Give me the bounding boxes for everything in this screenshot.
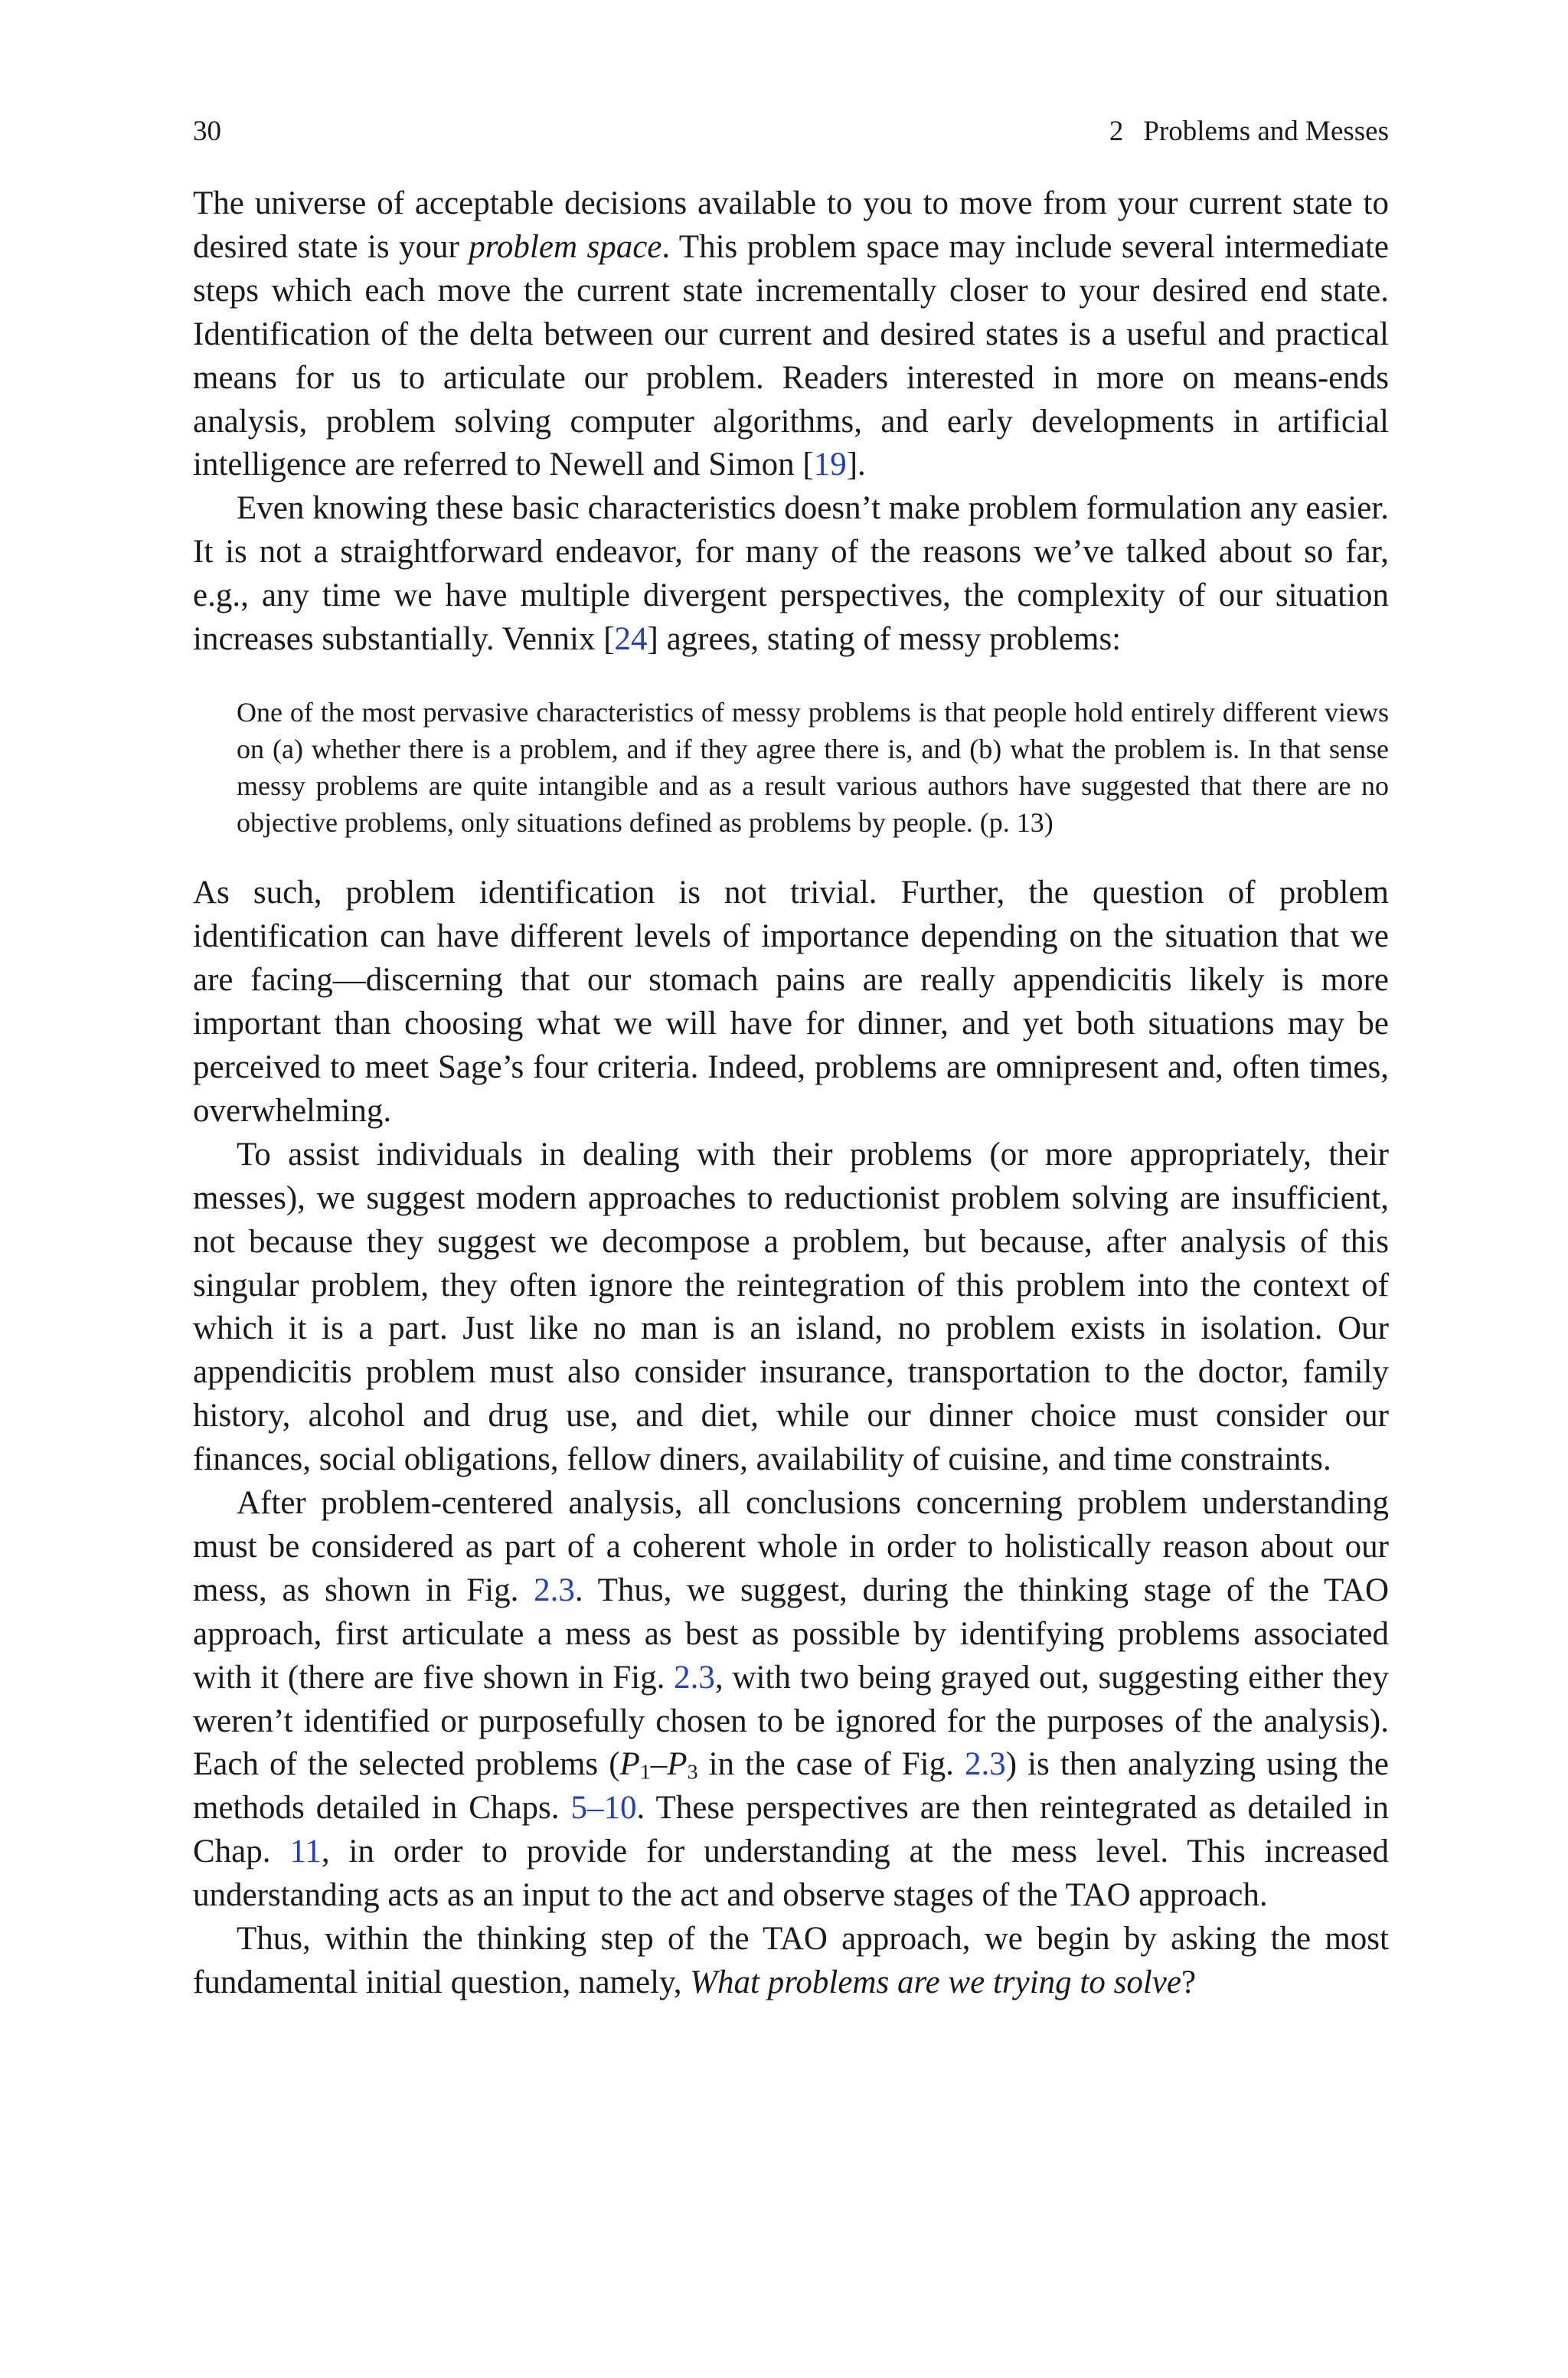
- text-span: . Thus, we suggest, during the thinking stage of the TAO approach, first articulate a mess as best as possible by identifying problems associated with it (there are five shown in Fig.: [193, 1572, 1389, 1696]
- key-question: What problems are we trying to solve: [690, 1964, 1181, 2000]
- citation-link-24[interactable]: 24: [614, 621, 648, 658]
- text-span: , in order to provide for understanding at the mess level. This increased understanding acts as an input to the act and observe stages of the TAO approach.: [193, 1833, 1389, 1914]
- math-subscript: 1: [639, 1761, 651, 1785]
- math-variable: P: [619, 1746, 640, 1783]
- paragraph-5: [193, 1482, 1389, 1918]
- text-span: . This problem space may include several intermediate steps which each move the current state incrementally closer to your desired end state. Identification of the delta between our current and desired states is a useful and practical means for us to articulate our problem. Readers interested in more on means-ends analysis, problem solving computer algorithms, and early developments in artificial intelligence are referred to Newell and Simon [: [193, 228, 1389, 483]
- text-span: Even knowing these basic characteristics doesn’t make problem formulation any easier. It is not a straightforward endeavor, for many of the reasons we’ve talked about so far, e.g., any time we have multiple divergent perspectives, the complexity of our situation increases substantially. Vennix [: [193, 490, 1389, 658]
- paragraph-4: To assist individuals in dealing with their problems (or more appropriately, their messes), we suggest modern approaches to reductionist problem solving are insufficient, not because they suggest we decompose a problem, but because, after analysis of this singular problem, they often ignore the reintegration of this problem into the context of which it is a part. Just like no man is an island, no problem exists in isolation. Our appendicitis problem must also consider insurance, transportation to the doctor, family history, alcohol and drug use, and diet, while our dinner choice must consider our finances, social obligations, fellow diners, availability of cuisine, and time constraints.: [193, 1136, 1389, 1478]
- paragraph-6: [193, 1918, 1389, 2005]
- running-head: [193, 115, 1389, 149]
- book-page: [193, 115, 1389, 2005]
- text-span: The universe of acceptable decisions available to you to move from your current state to desired state is your: [193, 185, 1389, 265]
- text-span: . These perspectives are then reintegrated as detailed in Chap.: [193, 1790, 1389, 1870]
- page-number: 30: [193, 116, 221, 147]
- chapter-title: Problems and Messes: [1143, 116, 1389, 147]
- text-span: Thus, within the thinking step of the TAO approach, we begin by asking the most fundamental initial question, namely,: [193, 1921, 1389, 2000]
- figure-link-2-3[interactable]: 2.3: [674, 1659, 715, 1696]
- block-quote: [237, 694, 1389, 841]
- text-span: in the case of Fig.: [697, 1746, 965, 1783]
- text-span: –: [650, 1746, 668, 1783]
- math-subscript: 3: [687, 1761, 698, 1785]
- chapter-number: 2: [1109, 116, 1124, 147]
- paragraph-2: [193, 487, 1389, 662]
- text-span: ].: [846, 446, 866, 483]
- text-span: ?: [1181, 1964, 1197, 2000]
- paragraph-3: As such, problem identification is not trivial. Further, the question of problem identification can have different levels of importance depending on the situation that we are facing—discerning that our stomach pains are really appendicitis likely is more important than choosing what we will have for dinner, and yet both situations may be perceived to meet Sage’s four criteria. Indeed, problems are omnipresent and, often times, overwhelming.: [193, 875, 1389, 1129]
- figure-link-2-3[interactable]: 2.3: [534, 1572, 575, 1608]
- chapter-heading: [1109, 115, 1389, 149]
- quote-text: One of the most pervasive characteristics of messy problems is that people hold entirely different views on (a) whether there is a problem, and if they agree there is, and (b) what the problem is. In that sense messy problems are quite intangible and as a result various authors have suggested that there are no objective problems, only situations defined as problems by people. (p. 13): [237, 696, 1389, 839]
- text-span: After problem-centered analysis, all conclusions concerning problem understanding must be considered as part of a coherent whole in order to holistically reason about our mess, as shown in Fig.: [193, 1485, 1389, 1608]
- text-span: ) is then analyzing using the methods detailed in Chaps.: [193, 1746, 1389, 1827]
- text-span: ] agrees, stating of messy problems:: [647, 621, 1122, 658]
- math-variable: P: [667, 1746, 688, 1783]
- body-text: [193, 182, 1389, 2005]
- chapter-link-11[interactable]: 11: [289, 1833, 322, 1870]
- citation-link-19[interactable]: 19: [813, 446, 847, 483]
- figure-link-2-3[interactable]: 2.3: [964, 1746, 1006, 1783]
- chapter-link-5-10[interactable]: 5–10: [570, 1790, 637, 1827]
- paragraph-1: [193, 182, 1389, 487]
- term-problem-space: problem space: [469, 228, 662, 265]
- text-span: , with two being grayed out, suggesting either they weren’t identified or purposefully chosen to be ignored for the purposes of the analysis). Each of the selected problems (: [193, 1659, 1389, 1783]
